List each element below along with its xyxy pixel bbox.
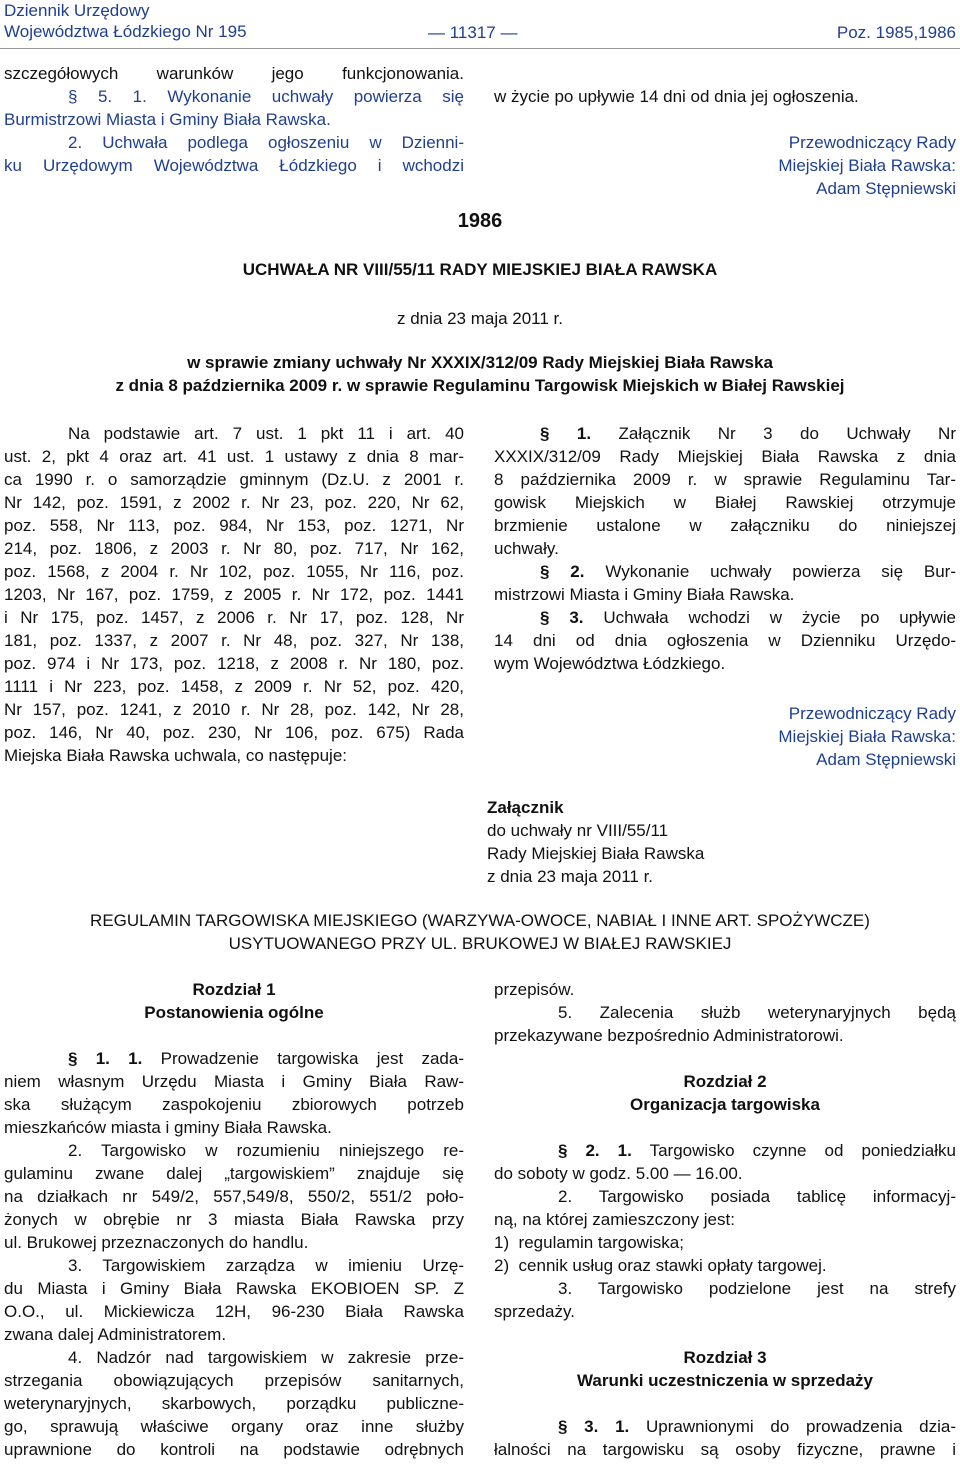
preamble-line: poz. 146, Nr 40, poz. 230, Nr 106, poz. 675) Rada <box>4 723 464 742</box>
text-line: przekazywane bezpośrednio Administratorowi. <box>494 1026 844 1045</box>
journal-line-2: Województwa Łódzkiego Nr 195 <box>4 22 247 41</box>
preamble-line: Na podstawie art. 7 ust. 1 pkt 11 i art. 40 <box>68 424 464 443</box>
act-title: UCHWAŁA NR VIII/55/11 RADY MIEJSKIEJ BIAŁA RAWSKA <box>242 260 718 279</box>
signature-name: Adam Stępniewski <box>816 179 956 198</box>
text-line: uprawnione do kontroli na podstawie odrębnych <box>4 1440 464 1459</box>
section-number: § 5. 1. <box>68 87 147 106</box>
text-line: weterynaryjnych, skarbowych, porządku publiczne- <box>4 1394 464 1413</box>
regulation-right-column <box>494 978 956 1461</box>
text-line: szczegółowych warunków jego funkcjonowania. <box>4 64 464 83</box>
preamble-line: poz. 1568, z 2004 r. Nr 102, poz. 1055, Nr 116, poz. <box>4 562 464 581</box>
text-line: na działkach nr 549/2, 557,549/8, 550/2, 551/2 poło- <box>4 1187 464 1206</box>
paragraph-5 <box>4 85 464 108</box>
act-signature <box>778 702 956 771</box>
section-text: Wykonanie uchwały powierza się <box>167 87 464 106</box>
section-number: § 1. <box>540 424 592 443</box>
paragraph-line: uchwały. <box>494 539 559 558</box>
section-text: Załącznik Nr 3 do Uchwały Nr <box>618 424 956 443</box>
preamble-line: 1111 i Nr 223, poz. 1458, z 2009 r. Nr 52, poz. 420, <box>4 677 464 696</box>
section-number: § 3. 1. <box>558 1417 630 1436</box>
text-line: du Miasta i Gminy Biała Rawska EKOBIOEN SP. Z <box>4 1279 464 1298</box>
annex-line: do uchwały nr VIII/55/11 <box>487 821 669 840</box>
text-line: ska służącym zaspokojeniu zbiorowych potrzeb <box>4 1095 464 1114</box>
section-text: Uchwała podlega ogłoszeniu w Dzienni- <box>102 133 464 152</box>
text-line: ul. Brukowej przeznaczonych do handlu. <box>4 1233 309 1252</box>
text-line: gulaminu zwane dalej „targowiskiem” znajduje się <box>4 1164 464 1183</box>
point-text: Targowiskiem zarządza w imieniu Urzę- <box>102 1256 465 1275</box>
chapter-2-title: Rozdział 2 <box>683 1072 767 1091</box>
text-line: łalności na targowisku są osoby fizyczne, prawne i <box>494 1440 956 1459</box>
act-paragraphs <box>494 422 956 675</box>
section-1 <box>4 1047 464 1070</box>
paragraph-2 <box>494 560 956 583</box>
act-number: 1986 <box>457 210 503 232</box>
text-line: ną, na której zamieszczony jest: <box>494 1210 735 1229</box>
chapter-1-title: Rozdział 1 <box>192 980 276 999</box>
chapter-1-subtitle: Postanowienia ogólne <box>144 1003 324 1022</box>
chapter-3-subtitle: Warunki uczestniczenia w sprzedaży <box>576 1371 873 1390</box>
annex-line: Rady Miejskiej Biała Rawska <box>487 844 705 863</box>
section-number: § 3. <box>540 608 584 627</box>
text-line: go, sprawują właściwe organy oraz inne służby <box>4 1417 464 1436</box>
section-2-point-3 <box>494 1277 956 1300</box>
section-text: Uchwała wchodzi w życie po upływie <box>603 608 956 627</box>
paragraph-line: wym Województwa Łódzkiego. <box>494 654 726 673</box>
preamble-line: ust. 2, pkt 4 oraz art. 41 ust. 1 ustawy z dnia 8 mar- <box>4 447 464 466</box>
section-text: Wykonanie uchwały powierza się Bur- <box>605 562 956 581</box>
section-text: Prowadzenie targowiska jest zada- <box>160 1049 464 1068</box>
paragraph-line: brzmienie ustalone w załączniku do niniejszej <box>494 516 956 535</box>
point-text: Targowisko posiada tablicę informacyj- <box>598 1187 956 1206</box>
section-1-point-2 <box>4 1139 464 1162</box>
preamble-line: poz. 558, Nr 113, poz. 984, Nr 153, poz. 1271, Nr <box>4 516 464 535</box>
section-3 <box>494 1415 956 1438</box>
spacer <box>4 1024 464 1047</box>
act-subject-2: z dnia 8 października 2009 r. w sprawie Regulaminu Targowisk Miejskich w Białej Rawskiej <box>115 376 845 395</box>
chapter-3-title: Rozdział 3 <box>683 1348 767 1367</box>
preamble-line: Nr 157, poz. 1241, z 2010 r. Nr 28, poz. 142, Nr 28, <box>4 700 464 719</box>
position-numbers: Poz. 1985,1986 <box>836 23 956 42</box>
point-number: 5. <box>558 1003 573 1022</box>
spacer <box>494 1392 956 1415</box>
signature-title-2: Miejskiej Biała Rawska: <box>778 727 956 746</box>
signature-title-1: Przewodniczący Rady <box>788 133 956 152</box>
section-number: 2. <box>68 133 83 152</box>
text-line: zwana dalej Administratorem. <box>4 1325 227 1344</box>
text-line: O.O., ul. Mickiewicza 12H, 96-230 Biała Rawska <box>4 1302 464 1321</box>
signature-title-2: Miejskiej Biała Rawska: <box>778 156 956 175</box>
point-text: Zalecenia służb weterynaryjnych będą <box>599 1003 956 1022</box>
section-1-point-3 <box>4 1254 464 1277</box>
section-text: Targowisko czynne od poniedziałku <box>649 1141 956 1160</box>
act-date: z dnia 23 maja 2011 r. <box>396 309 563 328</box>
section-1-point-5 <box>494 1001 956 1024</box>
chapter-2-subtitle: Organizacja targowiska <box>630 1095 820 1114</box>
point-number: 3. <box>558 1279 573 1298</box>
spacer <box>494 1116 956 1139</box>
text-line: niem własnym Urzędu Miasta i Gminy Biała Raw- <box>4 1072 464 1091</box>
prev-act-right-line: w życie po upływie 14 dni od dnia jej ogłoszenia. <box>494 87 859 106</box>
text-line: sprzedaży. <box>494 1302 575 1321</box>
preamble-line: ca 1990 r. o samorządzie gminnym (Dz.U. z 2001 r. <box>4 470 464 489</box>
point-number: 4. <box>68 1348 83 1367</box>
section-text: Uprawnionymi do prowadzenia dzia- <box>645 1417 956 1436</box>
section-1-point-4 <box>4 1346 464 1369</box>
act-subject-1: w sprawie zmiany uchwały Nr XXXIX/312/09 Rady Miejskiej Biała Rawska <box>187 353 773 372</box>
paragraph-line: XXXIX/312/09 Rady Miejskiej Biała Rawska z dnia <box>494 447 956 466</box>
regulation-left-column <box>4 978 464 1461</box>
preamble-line: poz. 974 i Nr 173, poz. 1218, z 2008 r. Nr 180, poz. <box>4 654 464 673</box>
preamble-line: 214, poz. 1806, z 2003 r. Nr 80, poz. 717, Nr 162, <box>4 539 464 558</box>
text-line: ku Urzędowym Województwa Łódzkiego i wchodzi <box>4 156 464 175</box>
text-line: żonych w obrębie nr 3 miasta Biała Rawska przy <box>4 1210 464 1229</box>
paragraph-line: 8 października 2009 r. w sprawie Regulaminu Tar- <box>494 470 956 489</box>
point-text: Nadzór nad targowiskiem w zakresie prze- <box>96 1348 464 1367</box>
spacer <box>494 1047 956 1070</box>
paragraph-line: mistrzowi Miasta i Gminy Biała Rawska. <box>494 585 795 604</box>
annex-line: z dnia 23 maja 2011 r. <box>487 867 654 886</box>
preamble-line: Miejska Biała Rawska uchwala, co następuje: <box>4 746 348 765</box>
point-number: 3. <box>68 1256 83 1275</box>
point-number: 2. <box>558 1187 573 1206</box>
prev-act-signature <box>778 131 956 200</box>
spacer <box>494 1323 956 1346</box>
paragraph-1 <box>494 422 956 445</box>
text-line: przepisów. <box>494 980 575 999</box>
paragraph-line: gowisk Miejskich w Białej Rawskiej otrzymuje <box>494 493 956 512</box>
list-item: 1) regulamin targowiska; <box>494 1233 684 1252</box>
act-preamble <box>4 422 464 767</box>
preamble-line: 1203, Nr 167, poz. 1759, z 2005 r. Nr 172, poz. 1441 <box>4 585 464 604</box>
text-line: do soboty w godz. 5.00 — 16.00. <box>494 1164 743 1183</box>
section-2-point-2 <box>494 1185 956 1208</box>
preamble-line: Nr 142, poz. 1591, z 2002 r. Nr 23, poz. 220, Nr 62, <box>4 493 464 512</box>
preamble-line: 181, poz. 1337, z 2007 r. Nr 48, poz. 327, Nr 138, <box>4 631 464 650</box>
point-text: Targowisko w rozumieniu niniejszego re- <box>101 1141 464 1160</box>
journal-line-1: Dziennik Urzędowy <box>4 1 150 20</box>
journal-title <box>4 0 247 42</box>
section-2 <box>494 1139 956 1162</box>
text-line: strzegania obowiązujących przepisów sanitarnych, <box>4 1371 464 1390</box>
regulation-title-line-2: USYTUOWANEGO PRZY UL. BRUKOWEJ W BIAŁEJ RAWSKIEJ <box>228 934 732 953</box>
paragraph-3 <box>494 606 956 629</box>
paragraph-2 <box>4 131 464 154</box>
page-number: — 11317 — <box>428 23 518 42</box>
annex-header <box>487 796 704 888</box>
paragraph-line: 14 dni od dnia ogłoszenia w Dzienniku Urzędo- <box>494 631 956 650</box>
signature-title-1: Przewodniczący Rady <box>788 704 956 723</box>
list-item: 2) cennik usług oraz stawki opłaty targowej. <box>494 1256 827 1275</box>
signature-name: Adam Stępniewski <box>816 750 956 769</box>
section-number: § 2. <box>540 562 585 581</box>
section-number: § 1. 1. <box>68 1049 143 1068</box>
regulation-title-line-1: REGULAMIN TARGOWISKA MIEJSKIEGO (WARZYWA-OWOCE, NABIAŁ I INNE ART. SPOŻYWCZE) <box>90 911 870 930</box>
annex-label: Załącznik <box>487 798 564 817</box>
section-number: § 2. 1. <box>558 1141 632 1160</box>
point-text: Targowisko podzielone jest na strefy <box>597 1279 956 1298</box>
text-line: Burmistrzowi Miasta i Gminy Biała Rawska. <box>4 110 331 129</box>
text-line: mieszkańców miasta i gminy Biała Rawska. <box>4 1118 332 1137</box>
preamble-line: i Nr 175, poz. 1457, z 2006 r. Nr 17, poz. 128, Nr <box>4 608 464 627</box>
point-number: 2. <box>68 1141 83 1160</box>
prev-act-text <box>4 62 464 177</box>
regulation-title <box>0 909 960 955</box>
header-divider <box>0 48 960 49</box>
